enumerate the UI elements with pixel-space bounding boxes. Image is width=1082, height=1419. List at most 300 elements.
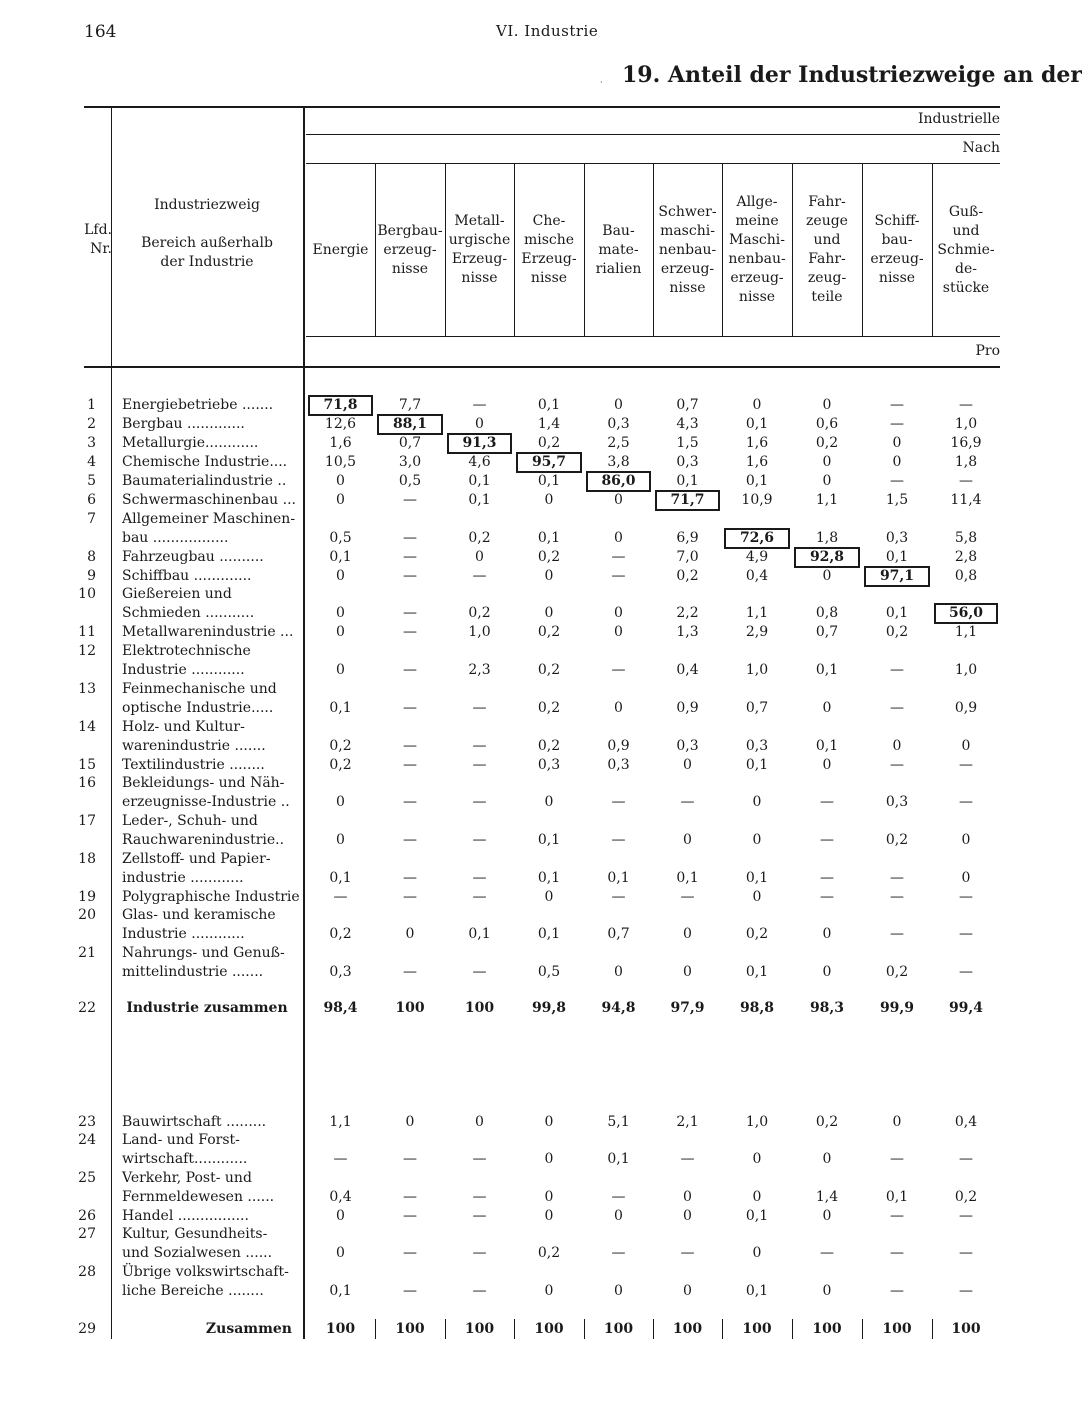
data-cell: 0 [752, 1151, 762, 1167]
data-cell: 0,7 [607, 926, 630, 942]
data-cell: 0,2 [745, 926, 769, 942]
data-cell: 12,6 [324, 416, 357, 432]
data-cell: 1,4 [815, 1189, 839, 1205]
data-cell: 0 [752, 397, 762, 413]
data-cell: 0,2 [329, 926, 352, 942]
row-number: 11 [78, 624, 96, 640]
data-cell: — [959, 1283, 973, 1299]
row-number: 4 [87, 454, 96, 470]
data-cell: 100 [395, 1321, 425, 1337]
data-cell: 0,1 [676, 473, 699, 489]
data-cell: 0,7 [398, 435, 422, 451]
row-number: 8 [87, 549, 96, 565]
row-label: Industrie zusammen [126, 1000, 288, 1016]
row-label: Schiffbau ............. [122, 568, 252, 584]
data-cell: 0 [614, 1283, 623, 1299]
data-cell: — [403, 1283, 417, 1299]
data-cell: 0 [475, 1114, 484, 1130]
data-cell: — [403, 1151, 417, 1167]
diagonal-cell: 86,0 [586, 471, 651, 492]
row-number: 16 [78, 775, 96, 791]
row-number: 1 [87, 397, 96, 413]
data-cell: — [890, 1283, 904, 1299]
data-cell: 100 [464, 1000, 495, 1016]
data-cell: — [611, 832, 626, 848]
data-cell: — [680, 889, 695, 905]
data-cell: 1,3 [676, 624, 699, 640]
data-cell: 0 [544, 492, 554, 508]
row-number: 6 [87, 492, 96, 508]
row-number: 29 [78, 1321, 96, 1337]
row-number: 5 [87, 473, 96, 489]
row-label: Chemische Industrie.... [122, 454, 288, 470]
data-cell: 0 [336, 605, 345, 621]
header-col-3: Che- mische Erzeug- nisse [521, 213, 577, 286]
data-cell: 4,3 [676, 416, 699, 432]
data-cell: 0 [822, 964, 832, 980]
data-cell: 0 [336, 624, 345, 640]
data-cell: — [403, 568, 417, 584]
data-cell: 0 [892, 454, 902, 470]
data-cell: 7,7 [398, 397, 422, 413]
data-cell: — [959, 1151, 973, 1167]
data-cell: 0 [752, 1245, 762, 1261]
data-cell: 0 [683, 757, 692, 773]
data-cell: 0 [336, 832, 345, 848]
diagonal-cell: 72,6 [724, 528, 790, 549]
data-cell: 0,2 [537, 624, 561, 640]
data-cell: 0 [683, 926, 692, 942]
data-cell: 0 [614, 605, 623, 621]
data-cell: 1,6 [745, 435, 769, 451]
data-cell: 0,2 [537, 549, 561, 565]
data-cell: 0,1 [745, 473, 769, 489]
row-label: Rauchwarenindustrie.. [122, 832, 285, 848]
data-cell: 0,9 [676, 700, 699, 716]
header-col-9: Guß- und Schmie- de- stücke [937, 203, 995, 296]
data-cell: 0 [822, 1151, 832, 1167]
data-cell: — [403, 832, 417, 848]
row-number: 2 [87, 416, 96, 432]
data-cell: 1,0 [745, 662, 769, 678]
data-cell: 1,0 [954, 416, 978, 432]
data-cell: 0,3 [537, 757, 561, 773]
diagonal-cell: 88,1 [377, 414, 443, 435]
data-cell: — [680, 794, 695, 810]
data-cell: 1,1 [745, 605, 769, 621]
data-cell: 0,1 [885, 1189, 909, 1205]
row-number: 9 [87, 568, 96, 584]
data-cell: — [403, 1189, 417, 1205]
data-cell: 0,1 [885, 605, 909, 621]
data-cell: — [890, 1208, 904, 1224]
data-cell: 0 [892, 738, 902, 754]
data-cell: 2,9 [745, 624, 769, 640]
data-cell: — [680, 1151, 695, 1167]
data-cell: 3,8 [607, 454, 630, 470]
data-cell: — [890, 870, 904, 886]
data-cell: — [472, 700, 487, 716]
row-number: 7 [87, 511, 96, 527]
data-cell: 0,2 [885, 832, 909, 848]
data-cell: 0,1 [468, 473, 491, 489]
data-cell: 0 [822, 926, 832, 942]
data-cell: 1,1 [954, 624, 978, 640]
data-cell: 0 [683, 1208, 692, 1224]
row-number: 10 [78, 586, 96, 602]
data-cell: — [890, 757, 904, 773]
data-cell: 7,0 [676, 549, 699, 565]
row-label: Bauwirtschaft ......... [122, 1114, 267, 1130]
diagonal-cell: 56,0 [934, 603, 998, 624]
data-cell: 0 [892, 1114, 902, 1130]
data-cell: 16,9 [950, 435, 982, 451]
row-label: Leder-, Schuh- und [122, 813, 258, 829]
row-label: warenindustrie ....... [122, 738, 266, 754]
data-cell: 3,0 [398, 454, 422, 470]
row-label: Feinmechanische und [122, 681, 277, 697]
data-cell: 100 [672, 1321, 703, 1337]
row-label: Schwermaschinenbau ... [122, 492, 296, 508]
data-cell: 0,1 [607, 1151, 630, 1167]
data-cell: 94,8 [601, 1000, 636, 1016]
data-cell: — [890, 473, 904, 489]
row-number: 27 [78, 1226, 96, 1242]
row-number: 15 [78, 757, 96, 773]
row-label: wirtschaft............ [122, 1151, 248, 1167]
data-cell: 2,5 [607, 435, 630, 451]
data-cell: — [959, 889, 973, 905]
data-cell: 0 [752, 832, 762, 848]
data-cell: 0,1 [815, 662, 839, 678]
data-cell: 0,2 [885, 964, 909, 980]
data-cell: 100 [742, 1321, 772, 1337]
data-cell: — [959, 757, 973, 773]
header-col-0: Energie [312, 241, 369, 258]
data-cell: 2,1 [676, 1114, 699, 1130]
diagonal-cell: 97,1 [864, 566, 930, 587]
data-cell: — [611, 1189, 626, 1205]
data-cell: — [403, 492, 417, 508]
data-cell: 0,1 [329, 700, 352, 716]
data-cell: 0,8 [815, 605, 839, 621]
row-number: 13 [78, 681, 96, 697]
data-cell: — [333, 1151, 348, 1167]
data-cell: — [403, 870, 417, 886]
row-label: erzeugnisse-Industrie .. [122, 794, 290, 810]
data-cell: 11,4 [950, 492, 982, 508]
data-cell: 1,8 [815, 530, 839, 546]
data-cell: 1,6 [329, 435, 352, 451]
row-label: Zellstoff- und Papier- [122, 851, 271, 867]
row-label: mittelindustrie ....... [122, 964, 264, 980]
data-cell: 0,2 [537, 435, 561, 451]
row-label: bau ................. [122, 530, 229, 546]
data-cell: 0,4 [954, 1114, 978, 1130]
data-cell: 0 [336, 1208, 345, 1224]
diagonal-cell: 95,7 [516, 452, 582, 473]
data-cell: — [611, 568, 626, 584]
data-cell: 100 [395, 1000, 425, 1016]
row-number: 19 [78, 889, 96, 905]
row-number: 14 [78, 719, 96, 735]
data-cell: 0 [892, 435, 902, 451]
data-cell: 98,4 [323, 1000, 358, 1016]
data-cell: 0,7 [676, 397, 699, 413]
data-cell: 0 [544, 1208, 554, 1224]
header-col-1: Bergbau- erzeug- nisse [377, 222, 443, 277]
data-cell: 0,1 [676, 870, 699, 886]
rule-v-branch [303, 107, 305, 1339]
row-number: 3 [87, 435, 96, 451]
data-cell: 0 [822, 1283, 832, 1299]
data-cell: 1,0 [954, 662, 978, 678]
data-cell: 1,4 [537, 416, 561, 432]
data-cell: 0 [336, 473, 345, 489]
data-cell: 0 [544, 1114, 554, 1130]
data-cell: 0 [683, 832, 692, 848]
data-cell: — [403, 794, 417, 810]
diagonal-cell: 71,8 [308, 395, 373, 416]
row-label: Bergbau ............. [122, 416, 245, 432]
data-cell: 0,3 [745, 738, 769, 754]
diagonal-cell: 91,3 [447, 433, 512, 454]
data-cell: — [959, 473, 973, 489]
data-cell: 0,8 [954, 568, 978, 584]
data-cell: — [472, 397, 487, 413]
data-cell: 0,1 [537, 530, 561, 546]
data-cell: — [472, 757, 487, 773]
data-cell: — [403, 605, 417, 621]
data-cell: — [611, 1245, 626, 1261]
data-cell: — [890, 700, 904, 716]
data-cell: 0,2 [537, 1245, 561, 1261]
header-group-top: Industrielle [917, 111, 1000, 127]
data-cell: — [890, 889, 904, 905]
row-number: 26 [78, 1208, 96, 1224]
data-cell: — [472, 568, 487, 584]
data-cell: 1,0 [745, 1114, 769, 1130]
data-cell: 0 [683, 964, 692, 980]
row-label: Industrie ............ [122, 662, 245, 678]
data-cell: 0 [614, 1208, 623, 1224]
data-cell: — [403, 624, 417, 640]
data-cell: — [403, 1245, 417, 1261]
data-cell: — [472, 870, 487, 886]
data-cell: — [820, 832, 834, 848]
header-col-7: Fahr- zeuge und Fahr- zeug- teile [806, 194, 848, 305]
data-cell: 0,1 [745, 870, 769, 886]
page-number: 164 [84, 22, 117, 42]
data-cell: 100 [812, 1321, 842, 1337]
data-cell: 0,1 [885, 549, 909, 565]
data-cell: 0,1 [745, 757, 769, 773]
header-col-8: Schiff- bau- erzeug- nisse [870, 213, 924, 286]
data-cell: 0,2 [815, 1114, 839, 1130]
data-cell: 0,7 [815, 624, 839, 640]
data-cell: 0 [544, 1189, 554, 1205]
data-cell: 0 [544, 568, 554, 584]
diagonal-cell: 71,7 [655, 490, 720, 511]
row-number: 18 [78, 851, 96, 867]
data-cell: — [472, 889, 487, 905]
row-number: 21 [78, 945, 96, 961]
data-cell: 0,2 [815, 435, 839, 451]
data-cell: 0 [544, 1151, 554, 1167]
row-label: Nahrungs- und Genuß- [122, 945, 285, 961]
data-cell: — [403, 662, 417, 678]
data-cell: 1,8 [954, 454, 978, 470]
section-title: VI. Industrie [496, 22, 599, 40]
data-cell: 0 [822, 1208, 832, 1224]
data-cell: 0,3 [329, 964, 352, 980]
data-cell: — [403, 700, 417, 716]
row-number: 28 [78, 1264, 96, 1280]
data-cell: — [890, 397, 904, 413]
data-cell: 0 [475, 549, 484, 565]
row-label: industrie ............ [122, 870, 244, 886]
data-cell: — [959, 1245, 973, 1261]
data-cell: 5,1 [607, 1114, 630, 1130]
data-cell: 0 [822, 454, 832, 470]
data-cell: 1,1 [815, 492, 839, 508]
data-cell: — [611, 794, 626, 810]
data-cell: 99,8 [531, 1000, 567, 1016]
data-cell: 0 [336, 662, 345, 678]
data-cell: 0 [544, 794, 554, 810]
data-cell: — [472, 1151, 487, 1167]
data-cell: 100 [882, 1321, 912, 1337]
data-cell: 0 [752, 889, 762, 905]
data-cell: — [890, 926, 904, 942]
row-label: Elektrotechnische [122, 643, 251, 659]
data-cell: 0,1 [607, 870, 630, 886]
data-cell: 0 [614, 624, 623, 640]
row-number: 12 [78, 643, 96, 659]
row-label: Fernmeldewesen ...... [122, 1189, 275, 1205]
data-cell: — [472, 964, 487, 980]
data-cell: — [820, 1245, 834, 1261]
data-cell: — [472, 832, 487, 848]
data-cell: 0 [822, 700, 832, 716]
row-label: Fahrzeugbau .......... [122, 549, 264, 565]
data-cell: 0 [683, 1283, 692, 1299]
row-label: Verkehr, Post- und [122, 1170, 252, 1186]
table-title: 19. Anteil der Industriezweige an der [622, 62, 1082, 88]
row-number: 22 [78, 1000, 96, 1016]
data-cell: 99,9 [879, 1000, 915, 1016]
data-cell: 0,1 [329, 870, 352, 886]
data-cell: — [890, 1245, 904, 1261]
header-col-4: Bau- mate- rialien [595, 222, 642, 277]
header-col-5: Schwer- maschi- nenbau- erzeug- nisse [658, 203, 717, 296]
data-cell: 98,8 [739, 1000, 775, 1016]
data-cell: 97,9 [670, 1000, 705, 1016]
data-cell: 0,4 [745, 568, 769, 584]
data-cell: 0,5 [398, 473, 422, 489]
row-number: 25 [78, 1170, 96, 1186]
data-cell: — [611, 889, 626, 905]
row-label: Holz- und Kultur- [122, 719, 245, 735]
data-cell: 0 [544, 1283, 554, 1299]
data-cell: 0 [614, 964, 623, 980]
data-cell: 100 [325, 1321, 356, 1337]
data-cell: 10,5 [324, 454, 357, 470]
data-cell: 0,1 [745, 1208, 769, 1224]
header-group-sub: Nach [962, 140, 1000, 156]
data-cell: 0,1 [745, 416, 769, 432]
rule-header-group [306, 134, 1000, 135]
data-cell: 0,1 [537, 870, 561, 886]
header-col-2: Metall- urgische Erzeug- nisse [448, 213, 511, 286]
row-label: Land- und Forst- [122, 1132, 240, 1148]
data-cell: 0,1 [745, 964, 769, 980]
data-cell: 0,2 [537, 700, 561, 716]
row-number: 24 [78, 1132, 96, 1148]
data-cell: 0,1 [537, 832, 561, 848]
data-cell: — [959, 926, 973, 942]
data-cell: 0,2 [537, 662, 561, 678]
data-cell: 0,3 [607, 416, 630, 432]
data-cell: — [472, 1189, 487, 1205]
data-cell: — [403, 757, 417, 773]
data-cell: 6,9 [676, 530, 699, 546]
data-cell: — [333, 889, 348, 905]
data-cell: — [890, 662, 904, 678]
data-cell: 0,6 [815, 416, 839, 432]
data-cell: 0,1 [537, 397, 561, 413]
data-cell: 0 [544, 889, 554, 905]
data-cell: 0 [822, 757, 832, 773]
data-cell: 1,0 [468, 624, 491, 640]
data-cell: — [403, 549, 417, 565]
data-cell: 0 [961, 870, 971, 886]
data-cell: 0 [752, 794, 762, 810]
data-cell: 0,5 [329, 530, 352, 546]
data-cell: 0 [336, 492, 345, 508]
data-cell: 1,5 [885, 492, 909, 508]
data-cell: — [820, 889, 834, 905]
data-cell: — [472, 1245, 487, 1261]
row-label: und Sozialwesen ...... [122, 1245, 273, 1261]
data-cell: — [403, 964, 417, 980]
data-cell: 0 [405, 1114, 415, 1130]
data-cell: 0 [475, 416, 484, 432]
data-cell: — [472, 794, 487, 810]
data-cell: 0,2 [468, 605, 491, 621]
row-number: 20 [78, 907, 96, 923]
data-cell: 0 [822, 568, 832, 584]
data-cell: 0 [336, 568, 345, 584]
data-cell: 0 [683, 1189, 692, 1205]
header-unit-hint: Pro [975, 343, 1000, 359]
data-cell: 0 [961, 738, 971, 754]
data-cell: 100 [603, 1321, 634, 1337]
data-cell: 0,1 [537, 926, 561, 942]
data-cell: 2,8 [954, 549, 978, 565]
row-label: Metallwarenindustrie ... [122, 624, 294, 640]
data-cell: — [959, 1208, 973, 1224]
data-cell: 100 [951, 1321, 981, 1337]
data-cell: 1,1 [329, 1114, 352, 1130]
data-cell: 0,4 [676, 662, 699, 678]
data-cell: 0,2 [329, 738, 352, 754]
data-cell: 0 [961, 832, 971, 848]
data-cell: 0,2 [329, 757, 352, 773]
data-cell: 0,5 [537, 964, 561, 980]
data-cell: — [959, 794, 973, 810]
data-cell: 0,2 [468, 530, 491, 546]
